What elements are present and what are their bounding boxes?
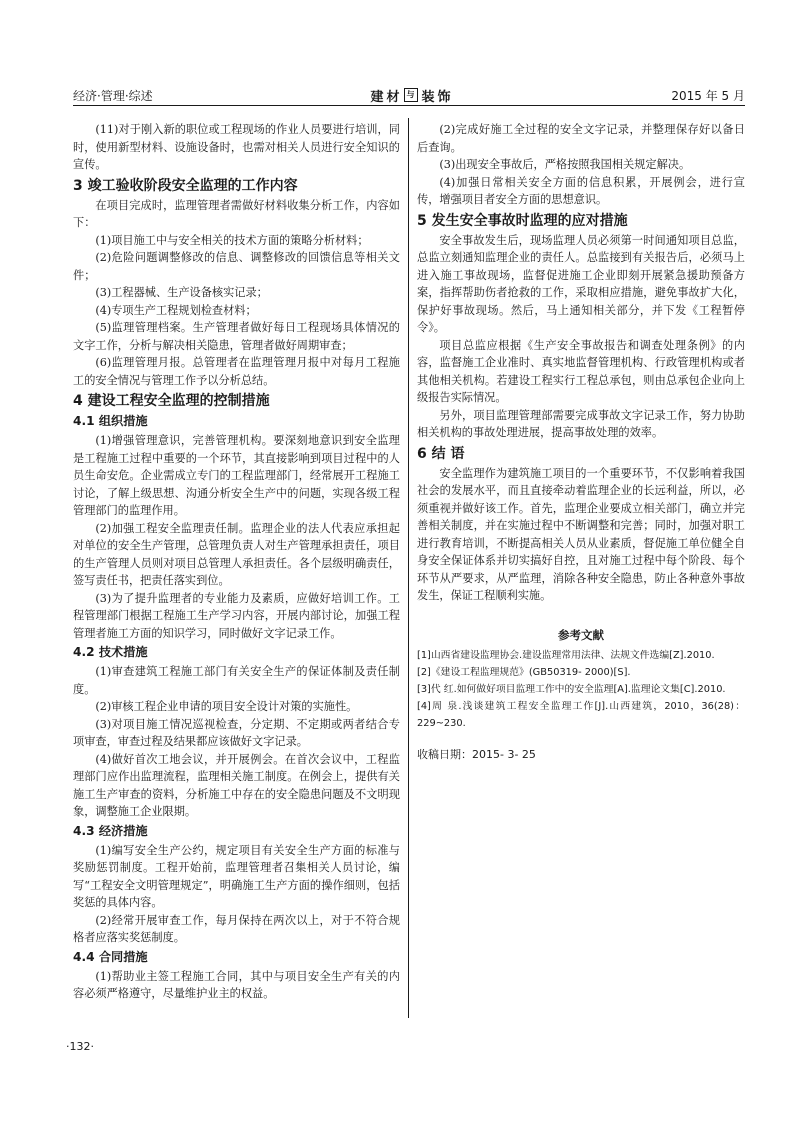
- reference-item: [1]山西省建设监理协会.建设监理常用法律、法规文件选编[Z].2010.: [417, 649, 715, 661]
- header-rule: [73, 105, 745, 106]
- list-item: (2)经常开展审查工作，每月保持在两次以上，对于不符合规格者应落实奖惩制度。: [73, 913, 400, 944]
- received-date: 收稿日期：2015- 3- 25: [417, 747, 536, 761]
- header-date: 2015 年 5 月: [671, 88, 745, 103]
- list-item: (1)帮助业主签工程施工合同，其中与项目安全生产有关的内容必须严格遵守，尽量维护业主的权益。: [73, 969, 400, 1000]
- paragraph: 项目总监应根据《生产安全事故报告和调查处理条例》的内容，监督施工企业准时、真实地监督管理机构、行政管理机构或者其他相关机构。若建设工程实行工程总承包，则由总承包企业向上级报告实际情况。: [417, 338, 745, 404]
- right-column: [417, 121, 745, 763]
- list-item: (3)对项目施工情况巡视检查，分定期、不定期或两者结合专项审查，审查过程及结果都应该做好文字记录。: [73, 717, 400, 748]
- list-item: (1)项目施工中与安全相关的技术方面的策略分析材料；: [95, 233, 369, 247]
- references-heading: 参考文献: [558, 627, 604, 642]
- subsection-heading: 4.2 技术措施: [73, 645, 148, 659]
- left-column: [73, 121, 400, 1003]
- page-number: ·132·: [66, 1040, 94, 1053]
- list-item: (4)加强日常相关安全方面的信息积累，开展例会，进行宣传，增强项目者安全方面的思想意识。: [417, 175, 745, 206]
- paragraph: 安全事故发生后，现场监理人员必须第一时间通知项目总监，总监立刻通知监理企业的责任人。总监接到有关报告后，必须马上进入施工事故现场，监督促进施工企业即刻开展紧急援助预备方案，指挥帮助伤者抢救的工作，采取相应措施，避免事故扩大化，保护好事故现场。然后，马上通知相关部分，并下发《工程暂停令》。: [417, 233, 745, 334]
- list-item: (11)对于刚入新的职位或工程现场的作业人员要进行培训，同时，使用新型材料、设施设备时，也需对相关人员进行安全知识的宣传。: [73, 123, 400, 171]
- journal-logo-left: 建材: [370, 89, 403, 105]
- list-item: (4)专项生产工程规划检查材料；: [95, 303, 257, 317]
- list-item: (3)为了提升监理者的专业能力及素质，应做好培训工作。工程管理部门根据工程施工生产学习内容，开展内部讨论，加强工程管理者施工方面的知识学习，同时做好文字记录工作。: [73, 591, 400, 640]
- journal-logo-box: 与: [404, 88, 418, 102]
- reference-item: [2]《建设工程监理规范》(GB50319- 2000)[S].: [417, 666, 631, 678]
- subsection-heading: 4.1 组织措施: [73, 414, 148, 428]
- section-heading: 3 竣工验收阶段安全监理的工作内容: [73, 177, 298, 194]
- reference-item: [4]周 泉.浅谈建筑工程安全监理工作[J].山西建筑，2010，36(28)：229~230.: [417, 700, 745, 729]
- list-item: (3)工程器械、生产设备核实记录；: [95, 286, 268, 299]
- list-item: (2)完成好施工全过程的安全文字记录，并整理保存好以备日后查询。: [417, 123, 745, 154]
- list-item: (2)审核工程企业申请的项目安全设计对策的实施性。: [95, 700, 358, 713]
- section-heading: 4 建设工程安全监理的控制措施: [73, 393, 270, 409]
- running-header-section: 经济·管理·综述: [73, 88, 153, 103]
- list-item: (1)编写安全生产公约，规定项目有关安全生产方面的标准与奖励惩罚制度。工程开始前，监理管理者召集相关人员讨论，编写“工程安全文明管理规定”，明确施工生产方面的操作细则，包括奖惩的具体内容。: [73, 843, 400, 909]
- paragraph: 安全监理作为建筑施工项目的一个重要环节，不仅影响着我国社会的发展水平，而且直接牵动着监理企业的长远利益，所以，必须重视并做好该工作。首先，监理企业要成立相关部门，确立并完善相关制度，并在实施过程中不断调整和完善；同时，加强对职工进行教育培训，不断提高相关人员从业素质，督促施工单位健全自身安全保证体系并切实搞好自控，且对施工过程中每个阶段、每个环节从严要求，从严监理，消除各种安全隐患，防止各种意外事故发生，保证工程顺利实施。: [417, 466, 745, 602]
- list-item: (1)增强管理意识，完善管理机构。要深刻地意识到安全监理是工程施工过程中重要的一个环节，其直接影响到项目过程中的人员生命安危。企业需成立专门的工程监理部门，经常展开工程施工讨论，了解上级思想、沟通分析安全生产中的问题，实现各级工程管理部门的监理作用。: [73, 434, 400, 517]
- section-heading: 6 结 语: [417, 445, 465, 462]
- list-item: (6)监理管理月报。总管理者在监理管理月报中对每月工程施工的安全情况与管理工作予以分析总结。: [73, 356, 400, 387]
- list-item: (4)做好首次工地会议，并开展例会。在首次会议中，工程监理部门应作出监理流程，监理相关施工制度。在例会上，提供有关施工生产审查的资料，分析施工中存在的安全隐患问题及不文明现象，调整施工企业限期。: [73, 752, 400, 818]
- subsection-heading: 4.4 合同措施: [73, 949, 148, 964]
- paragraph: 在项目完成时，监理管理者需做好材料收集分析工作，内容如下：: [73, 198, 400, 229]
- reference-item: [3]代 红.如何做好项目监理工作中的安全监理[A].监理论文集[C].2010.: [417, 683, 726, 695]
- paragraph: 另外，项目监理管理部需要完成事故文字记录工作，努力协助相关机构的事故处理进展，提高事故处理的效率。: [417, 408, 745, 439]
- list-item: (1)审查建筑工程施工部门有关安全生产的保证体制及责任制度。: [73, 665, 400, 696]
- journal-logo: [370, 86, 453, 105]
- list-item: (2)加强工程安全监理责任制。监理企业的法人代表应承担起对单位的安全生产管理，总管理负责人对生产管理承担责任，项目的生产管理人员则对项目总管理人承担责任。各个层级明确责任，签写责任书，把责任落实到位。: [73, 521, 400, 587]
- running-header: [73, 86, 745, 104]
- list-item: (5)监理管理档案。生产管理者做好每日工程现场具体情况的文字工作，分析与解决相关隐患，管理者做好周期审查；: [73, 321, 400, 352]
- list-item: (2)危险问题调整修改的信息、调整修改的回馈信息等相关文件；: [73, 251, 400, 282]
- journal-logo-right: 装饰: [421, 89, 454, 105]
- subsection-heading: 4.3 经济措施: [73, 823, 148, 838]
- list-item: (3)出现安全事故后，严格按照我国相关规定解决。: [439, 158, 691, 171]
- column-divider: [408, 118, 409, 1018]
- section-heading: 5 发生安全事故时监理的应对措施: [417, 212, 628, 229]
